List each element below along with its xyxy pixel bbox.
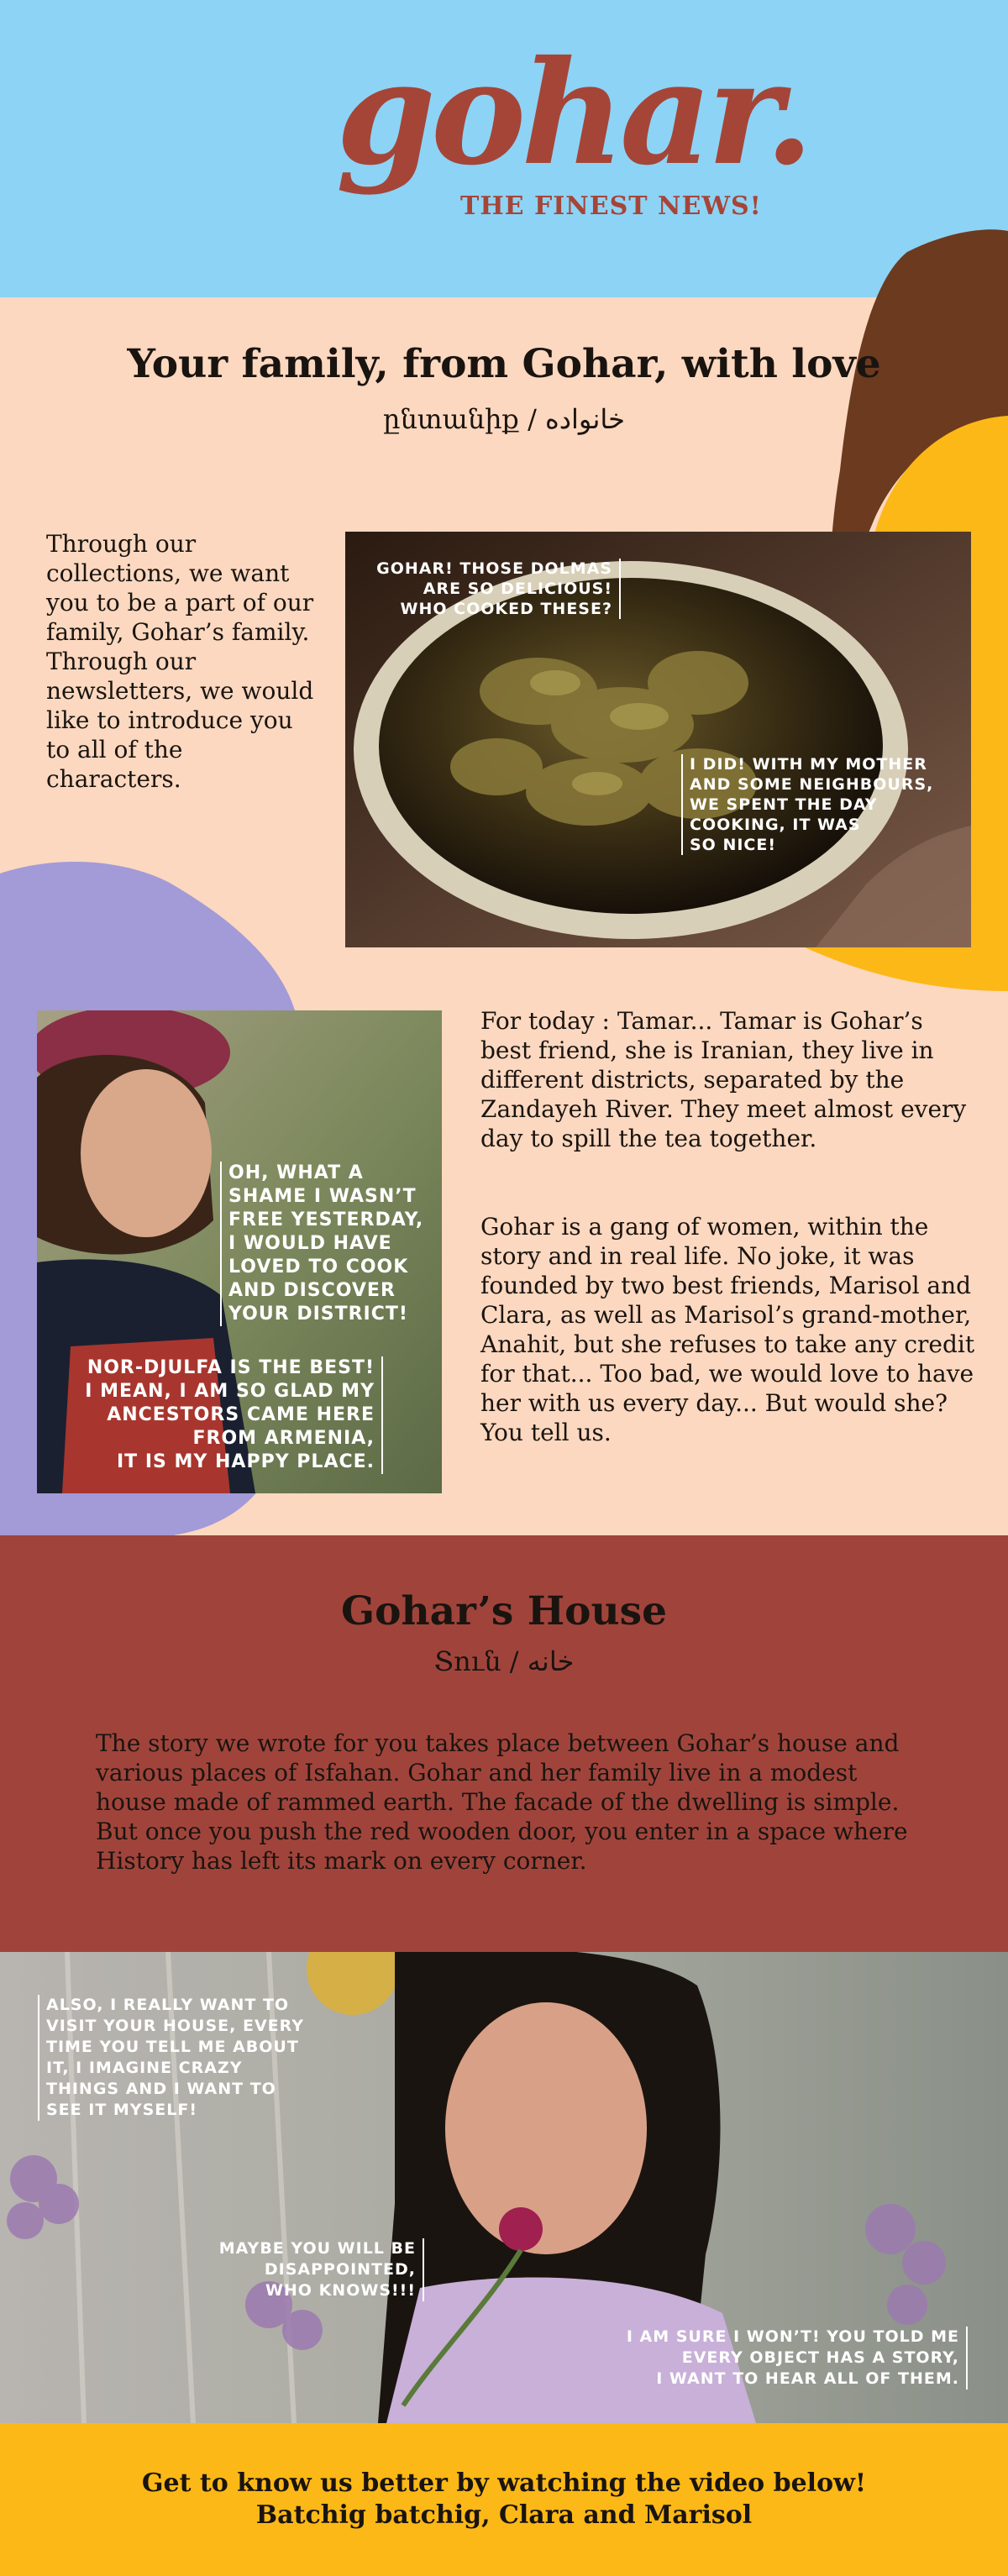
family-subtitle: ընտանիք / خانواده — [383, 403, 625, 435]
house-paragraph: The story we wrote for you takes place between Gohar’s house and various places of Isfahan. Gohar and her family live in a modest house made of rammed earth. The facade of the dwelling is simple. But once you push the red wooden door, you enter in a space where History has left its mark on every corner. — [96, 1729, 908, 1875]
tamar-photo — [37, 1010, 442, 1493]
footer-signoff: Batchig batchig, Clara and Marisol — [255, 2500, 753, 2530]
family-intro: Through our collections, we want you to be a part of our family, Gohar’s family. Through our newsletters, we would like to introduce you to all of the characters. — [46, 530, 314, 793]
tamar-bubble-nor-djulfa: NOR-DJULFA IS THE BEST! I MEAN, I AM SO GLAD MY ANCESTORS CAME HERE FROM ARMENIA, IT IS MY HAPPY PLACE. — [45, 1356, 383, 1474]
logo-text: gohar. — [336, 29, 810, 197]
gohar-bubble-disappointed: MAYBE YOU WILL BE DISAPPOINTED, WHO KNOWS!!! — [210, 2238, 424, 2301]
family-title: Your family, from Gohar, with love — [127, 341, 881, 387]
footer-video-cta: Get to know us better by watching the video below! — [141, 2468, 867, 2498]
gang-paragraph: Gohar is a gang of women, within the story and in real life. No joke, it was founded by two best friends, Marisol and Clara, as well as Marisol’s grand-mother, Anahit, but she refuses to take any credit for that... Too bad, we would love to have her with us every day... But would she? You tell us. — [480, 1213, 975, 1446]
gohar-bubble-sure: I AM SURE I WON’T! YOU TOLD ME EVERY OBJECT HAS A STORY, I WANT TO HEAR ALL OF THEM. — [605, 2327, 968, 2390]
dolma-photo — [345, 532, 971, 947]
dolma-bubble-question: GOHAR! THOSE DOLMAS ARE SO DELICIOUS! WHO COOKED THESE? — [369, 559, 621, 619]
tamar-paragraph: For today : Tamar... Tamar is Gohar’s best friend, she is Iranian, they live in different districts, separated by the Zandayeh River. They meet almost every day to spill the tea together. — [480, 1007, 967, 1152]
tamar-bubble-shame: OH, WHAT A SHAME I WASN’T FREE YESTERDAY, I WOULD HAVE LOVED TO COOK AND DISCOVER YOUR DISTRICT! — [220, 1162, 438, 1326]
gohar-bubble-visit: ALSO, I REALLY WANT TO VISIT YOUR HOUSE, EVERY TIME YOU TELL ME ABOUT IT, I IMAGINE CRAZY THINGS AND I WANT TO SEE IT MYSELF! — [38, 1995, 315, 2121]
gohar-photo — [0, 1952, 1008, 2423]
dolma-bubble-answer: I DID! WITH MY MOTHER AND SOME NEIGHBOURS, WE SPENT THE DAY COOKING, IT WAS SO NICE! — [681, 754, 958, 855]
house-section — [0, 1535, 1008, 1952]
house-subtitle: Տուն / خانه — [433, 1645, 575, 1677]
tagline: THE FINEST NEWS! — [460, 191, 762, 221]
footer — [0, 2423, 1008, 2576]
house-title: Gohar’s House — [340, 1588, 668, 1634]
